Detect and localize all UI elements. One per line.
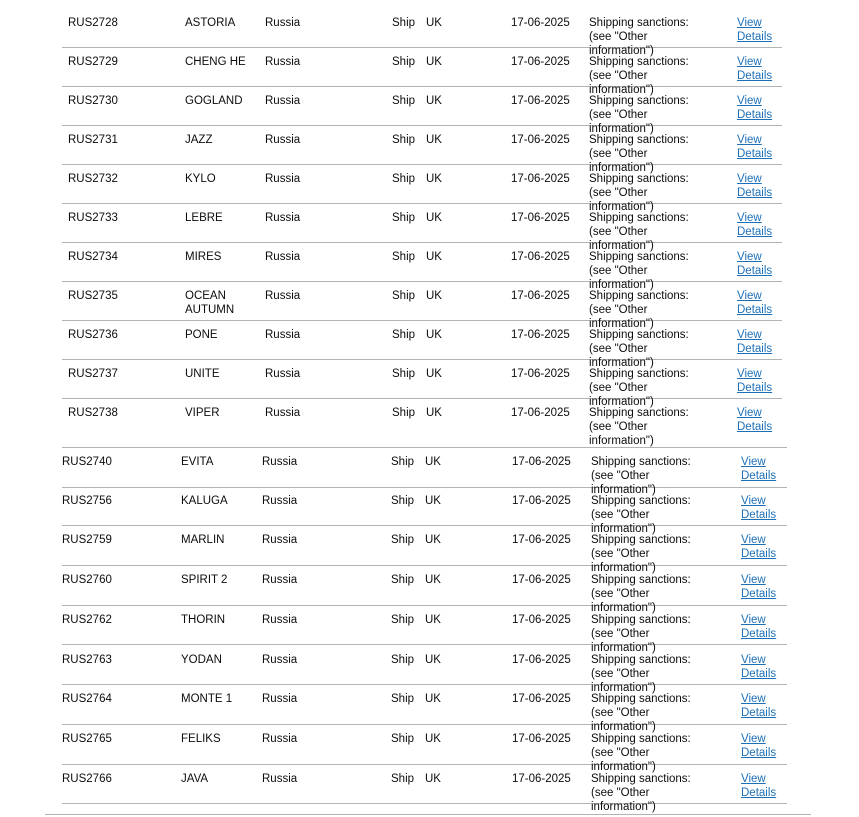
entity-type-cell: Ship bbox=[392, 329, 416, 341]
date-designated-cell: 17-06-2025 bbox=[511, 329, 570, 341]
date-designated-cell: 17-06-2025 bbox=[512, 772, 571, 785]
entity-id-cell: RUS2733 bbox=[68, 212, 118, 224]
entity-id-cell: RUS2737 bbox=[68, 368, 118, 380]
table-row bbox=[62, 321, 782, 369]
entity-id-cell: RUS2728 bbox=[68, 17, 118, 29]
entity-id-cell: RUS2760 bbox=[62, 574, 112, 587]
regime-cell: UK bbox=[426, 251, 442, 263]
sanction-type-cell: Shipping sanctions: (see "Other information") bbox=[591, 772, 691, 813]
table-bottom-divider bbox=[45, 814, 811, 815]
ship-name-cell: THORIN bbox=[181, 613, 226, 626]
sanction-type-cell: Shipping sanctions: (see "Other information") bbox=[589, 368, 689, 408]
date-designated-cell: 17-06-2025 bbox=[512, 456, 571, 468]
table-row bbox=[62, 526, 787, 575]
date-designated-cell: 17-06-2025 bbox=[512, 494, 571, 507]
entity-id-cell: RUS2756 bbox=[62, 494, 112, 507]
table-row bbox=[62, 725, 787, 773]
sanction-type-cell: Shipping sanctions: (see "Other information") bbox=[589, 329, 689, 369]
entity-id-cell: RUS2738 bbox=[68, 407, 118, 419]
table-row bbox=[62, 606, 787, 654]
ship-name-cell: SPIRIT 2 bbox=[181, 574, 228, 587]
date-designated-cell: 17-06-2025 bbox=[512, 732, 571, 745]
table-row bbox=[62, 165, 782, 213]
table-row bbox=[62, 282, 782, 330]
entity-type-cell: Ship bbox=[391, 456, 415, 468]
table-row bbox=[62, 447, 787, 496]
table-row bbox=[62, 566, 787, 615]
entity-id-cell: RUS2765 bbox=[62, 732, 112, 745]
regime-cell: UK bbox=[425, 772, 441, 785]
country-cell: Russia bbox=[262, 494, 298, 507]
ship-name-cell: VIPER bbox=[185, 407, 220, 419]
ship-name-cell: UNITE bbox=[185, 368, 220, 380]
sanction-type-cell: Shipping sanctions: (see "Other information") bbox=[591, 494, 691, 535]
regime-cell: UK bbox=[426, 173, 442, 185]
table-row bbox=[62, 9, 782, 57]
regime-cell: UK bbox=[426, 17, 442, 29]
entity-type-cell: Ship bbox=[391, 732, 415, 745]
regime-cell: UK bbox=[426, 56, 442, 68]
ship-name-cell: OCEAN AUTUMN bbox=[185, 290, 235, 316]
sanction-type-cell: Shipping sanctions: (see "Other information") bbox=[591, 574, 691, 615]
table-row bbox=[62, 243, 782, 291]
country-cell: Russia bbox=[265, 17, 301, 29]
sanction-type-cell: Shipping sanctions: (see "Other information") bbox=[589, 56, 689, 96]
regime-cell: UK bbox=[425, 613, 441, 626]
country-cell: Russia bbox=[262, 613, 298, 626]
view-details-link[interactable]: View Details bbox=[741, 494, 777, 521]
regime-cell: UK bbox=[425, 456, 441, 468]
sanction-type-cell: Shipping sanctions: (see "Other information") bbox=[591, 613, 691, 654]
entity-type-cell: Ship bbox=[391, 653, 415, 666]
regime-cell: UK bbox=[425, 534, 441, 547]
entity-type-cell: Ship bbox=[391, 772, 415, 785]
date-designated-cell: 17-06-2025 bbox=[511, 212, 570, 224]
entity-type-cell: Ship bbox=[392, 212, 416, 224]
sanction-type-cell: Shipping sanctions: (see "Other information") bbox=[589, 173, 689, 213]
ship-name-cell: JAVA bbox=[181, 772, 209, 785]
entity-type-cell: Ship bbox=[391, 613, 415, 626]
ship-name-cell: YODAN bbox=[181, 653, 222, 666]
country-cell: Russia bbox=[265, 56, 301, 68]
view-details-link[interactable]: View Details bbox=[741, 613, 777, 640]
country-cell: Russia bbox=[262, 534, 298, 547]
country-cell: Russia bbox=[262, 653, 298, 666]
ship-name-cell: EVITA bbox=[181, 456, 214, 468]
country-cell: Russia bbox=[262, 772, 298, 785]
ship-name-cell: MIRES bbox=[185, 251, 222, 263]
view-details-link[interactable]: View Details bbox=[737, 251, 773, 277]
ship-name-cell: LEBRE bbox=[185, 212, 223, 224]
table-row bbox=[62, 48, 782, 96]
view-details-link[interactable]: View Details bbox=[737, 368, 773, 394]
entity-id-cell: RUS2759 bbox=[62, 534, 112, 547]
date-designated-cell: 17-06-2025 bbox=[511, 17, 570, 29]
ship-name-cell: JAZZ bbox=[185, 134, 213, 146]
date-designated-cell: 17-06-2025 bbox=[512, 653, 571, 666]
regime-cell: UK bbox=[425, 732, 441, 745]
entity-id-cell: RUS2764 bbox=[62, 693, 112, 706]
view-details-link[interactable]: View Details bbox=[741, 653, 777, 680]
country-cell: Russia bbox=[265, 173, 301, 185]
regime-cell: UK bbox=[426, 368, 442, 380]
date-designated-cell: 17-06-2025 bbox=[511, 251, 570, 263]
date-designated-cell: 17-06-2025 bbox=[512, 693, 571, 706]
view-details-link[interactable]: View Details bbox=[737, 212, 773, 238]
date-designated-cell: 17-06-2025 bbox=[512, 613, 571, 626]
sanction-type-cell: Shipping sanctions: (see "Other information") bbox=[589, 407, 689, 447]
sanction-type-cell: Shipping sanctions: (see "Other information") bbox=[591, 732, 691, 773]
entity-type-cell: Ship bbox=[392, 251, 416, 263]
ship-name-cell: KYLO bbox=[185, 173, 216, 185]
sanction-type-cell: Shipping sanctions: (see "Other information") bbox=[591, 534, 691, 575]
table-row bbox=[62, 126, 782, 174]
country-cell: Russia bbox=[262, 732, 298, 745]
date-designated-cell: 17-06-2025 bbox=[511, 368, 570, 380]
entity-type-cell: Ship bbox=[392, 173, 416, 185]
country-cell: Russia bbox=[265, 251, 301, 263]
entity-type-cell: Ship bbox=[392, 95, 416, 107]
entity-type-cell: Ship bbox=[392, 17, 416, 29]
country-cell: Russia bbox=[265, 329, 301, 341]
table-row bbox=[62, 487, 787, 535]
sanction-type-cell: Shipping sanctions: (see "Other information") bbox=[589, 134, 689, 174]
table-row bbox=[62, 646, 787, 694]
entity-type-cell: Ship bbox=[391, 574, 415, 587]
view-details-link[interactable]: View Details bbox=[741, 574, 777, 601]
country-cell: Russia bbox=[265, 95, 301, 107]
regime-cell: UK bbox=[426, 134, 442, 146]
regime-cell: UK bbox=[425, 494, 441, 507]
entity-type-cell: Ship bbox=[392, 368, 416, 380]
entity-id-cell: RUS2763 bbox=[62, 653, 112, 666]
regime-cell: UK bbox=[426, 329, 442, 341]
sanction-type-cell: Shipping sanctions: (see "Other information") bbox=[589, 290, 689, 330]
sanction-type-cell: Shipping sanctions: (see "Other information") bbox=[591, 693, 691, 734]
entity-type-cell: Ship bbox=[392, 134, 416, 146]
table-row bbox=[62, 765, 787, 813]
country-cell: Russia bbox=[265, 134, 301, 146]
date-designated-cell: 17-06-2025 bbox=[512, 534, 571, 547]
date-designated-cell: 17-06-2025 bbox=[512, 574, 571, 587]
entity-id-cell: RUS2740 bbox=[62, 456, 112, 468]
ship-name-cell: CHENG HE bbox=[185, 56, 246, 68]
ship-name-cell: PONE bbox=[185, 329, 218, 341]
view-details-link[interactable]: View Details bbox=[741, 534, 777, 561]
view-details-link[interactable]: View Details bbox=[737, 134, 773, 160]
ship-name-cell: FELIKS bbox=[181, 732, 221, 745]
entity-id-cell: RUS2730 bbox=[68, 95, 118, 107]
view-details-link[interactable]: View Details bbox=[737, 290, 773, 316]
date-designated-cell: 17-06-2025 bbox=[511, 95, 570, 107]
entity-id-cell: RUS2729 bbox=[68, 56, 118, 68]
date-designated-cell: 17-06-2025 bbox=[511, 407, 570, 419]
view-details-link[interactable]: View Details bbox=[737, 17, 773, 43]
sanction-type-cell: Shipping sanctions: (see "Other information") bbox=[589, 95, 689, 135]
entity-id-cell: RUS2762 bbox=[62, 613, 112, 626]
view-details-link[interactable]: View Details bbox=[737, 329, 773, 355]
table-row bbox=[62, 87, 782, 135]
ship-name-cell: KALUGA bbox=[181, 494, 228, 507]
regime-cell: UK bbox=[425, 574, 441, 587]
entity-id-cell: RUS2735 bbox=[68, 290, 118, 302]
sanction-type-cell: Shipping sanctions: (see "Other information") bbox=[589, 251, 689, 291]
date-designated-cell: 17-06-2025 bbox=[511, 134, 570, 146]
date-designated-cell: 17-06-2025 bbox=[511, 56, 570, 68]
entity-id-cell: RUS2734 bbox=[68, 251, 118, 263]
view-details-link[interactable]: View Details bbox=[737, 56, 773, 82]
country-cell: Russia bbox=[265, 368, 301, 380]
regime-cell: UK bbox=[425, 693, 441, 706]
view-details-link[interactable]: View Details bbox=[741, 693, 777, 720]
table-row bbox=[62, 685, 787, 734]
view-details-link[interactable]: View Details bbox=[737, 407, 773, 433]
regime-cell: UK bbox=[426, 290, 442, 302]
ship-name-cell: GOGLAND bbox=[185, 95, 243, 107]
table-row bbox=[62, 399, 782, 447]
sanction-type-cell: Shipping sanctions: (see "Other information") bbox=[591, 653, 691, 694]
entity-type-cell: Ship bbox=[392, 290, 416, 302]
entity-id-cell: RUS2731 bbox=[68, 134, 118, 146]
country-cell: Russia bbox=[262, 693, 298, 706]
sanction-type-cell: Shipping sanctions: (see "Other information") bbox=[589, 212, 689, 252]
regime-cell: UK bbox=[426, 212, 442, 224]
entity-type-cell: Ship bbox=[391, 494, 415, 507]
country-cell: Russia bbox=[262, 574, 298, 587]
entity-id-cell: RUS2766 bbox=[62, 772, 112, 785]
ship-name-cell: MARLIN bbox=[181, 534, 225, 547]
country-cell: Russia bbox=[265, 290, 301, 302]
entity-type-cell: Ship bbox=[392, 56, 416, 68]
country-cell: Russia bbox=[265, 212, 301, 224]
ship-name-cell: MONTE 1 bbox=[181, 693, 233, 706]
regime-cell: UK bbox=[425, 653, 441, 666]
date-designated-cell: 17-06-2025 bbox=[511, 173, 570, 185]
view-details-link[interactable]: View Details bbox=[737, 173, 773, 199]
country-cell: Russia bbox=[265, 407, 301, 419]
date-designated-cell: 17-06-2025 bbox=[511, 290, 570, 302]
view-details-link[interactable]: View Details bbox=[737, 95, 773, 121]
view-details-link[interactable]: View Details bbox=[741, 772, 777, 799]
regime-cell: UK bbox=[426, 407, 442, 419]
regime-cell: UK bbox=[426, 95, 442, 107]
sanction-type-cell: Shipping sanctions: (see "Other information") bbox=[589, 17, 689, 57]
entity-id-cell: RUS2732 bbox=[68, 173, 118, 185]
entity-type-cell: Ship bbox=[391, 693, 415, 706]
entity-type-cell: Ship bbox=[392, 407, 416, 419]
sanction-type-cell: Shipping sanctions: (see "Other information") bbox=[591, 456, 691, 496]
country-cell: Russia bbox=[262, 456, 298, 468]
ship-name-cell: ASTORIA bbox=[185, 17, 236, 29]
entity-id-cell: RUS2736 bbox=[68, 329, 118, 341]
table-row bbox=[62, 360, 782, 408]
view-details-link[interactable]: View Details bbox=[741, 732, 777, 759]
entity-type-cell: Ship bbox=[391, 534, 415, 547]
table-row bbox=[62, 204, 782, 252]
view-details-link[interactable]: View Details bbox=[741, 456, 777, 482]
